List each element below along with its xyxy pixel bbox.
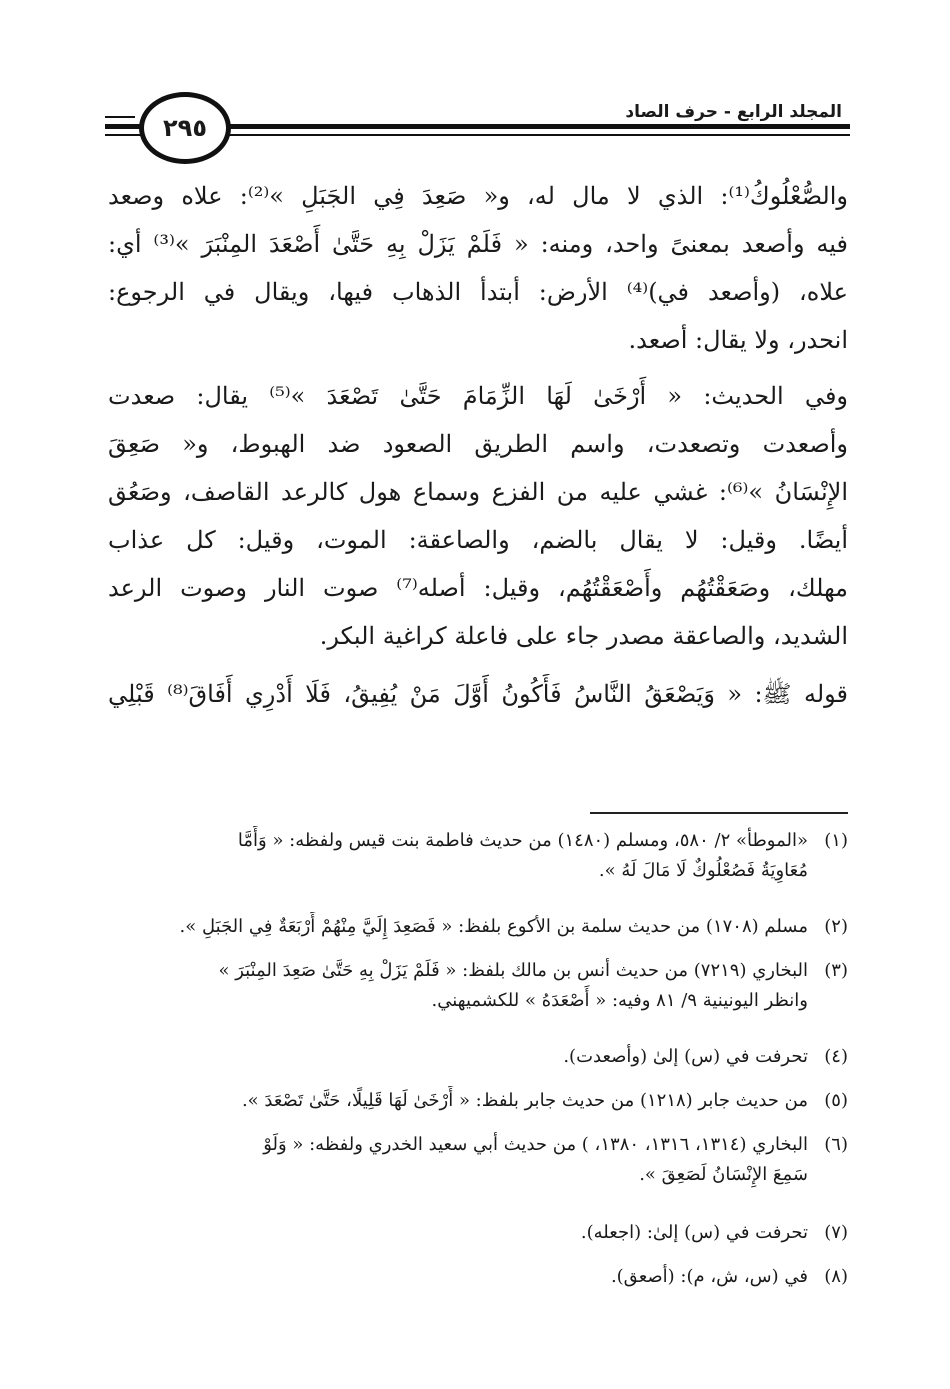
footnote-1	[103, 826, 848, 886]
text-line-11: قوله ﷺ: « وَيَصْعَقُ النَّاسُ فَأَكُونُ أَوَّلَ مَنْ يُفِيقُ، فَلَا أَدْرِي أَفَاقَ⁽⁸⁾ قَبْلِي	[108, 680, 848, 708]
footnote-continuation: مُعَاوِيَةُ فَصُعْلُوكٌ لَا مَالَ لَهُ ».	[598, 860, 808, 881]
header-title: المجلد الرابع - حرف الصاد	[617, 102, 850, 122]
header-rule-left-top	[105, 116, 135, 118]
page-header	[105, 88, 850, 158]
footnote-3	[103, 956, 848, 1016]
footnote-6	[103, 1130, 848, 1190]
footnote-text: تحرفت في (س) إلىٰ (وأصعدت).	[563, 1046, 808, 1067]
footnote-number: (٧)	[824, 1222, 848, 1243]
footnote-text: مسلم (١٧٠٨) من حديث سلمة بن الأكوع بلفظ: « فَصَعِدَ إِلَيَّ مِنْهُمْ أَرْبَعَةٌ فِي الجَبَلِ ».	[179, 916, 808, 937]
text-line-1: والصُّعْلُوكُ⁽¹⁾: الذي لا مال له، و« صَعِدَ فِي الجَبَلِ »⁽²⁾: علاه وصعد	[108, 182, 848, 210]
footnote-separator	[590, 812, 848, 814]
text-line-3: علاه، (وأصعد في)⁽⁴⁾ الأرض: أبتدأ الذهاب فيها، ويقال في الرجوع:	[108, 278, 848, 306]
text-line-9: مهلك، وصَعَقْتُهُم وأَصْعَقْتُهُم، وقيل: أصله⁽⁷⁾ صوت النار وصوت الرعد	[108, 574, 848, 602]
footnote-5	[103, 1086, 848, 1116]
footnote-7	[103, 1218, 848, 1248]
footnote-number: (٥)	[824, 1090, 848, 1111]
footnote-continuation: سَمِعَ الإِنْسَانُ لَصَعِقَ ».	[639, 1164, 808, 1185]
footnote-number: (٢)	[824, 916, 848, 937]
footnote-number: (٤)	[824, 1046, 848, 1067]
text-line-6: وأصعدت وتصعدت، واسم الطريق الصعود ضد الهبوط، و« صَعِقَ	[108, 430, 848, 458]
footnote-4	[103, 1042, 848, 1072]
footnote-8	[103, 1262, 848, 1292]
footnote-text: البخاري (١٣١٤، ١٣١٦، ١٣٨٠، ) من حديث أبي سعيد الخدري ولفظه: « وَلَوْ	[263, 1134, 808, 1155]
text-line-5: وفي الحديث: « أَرْخَىٰ لَهَا الزِّمَامَ حَتَّىٰ تَصْعَدَ »⁽⁵⁾ يقال: صعدت	[108, 382, 848, 410]
text-line-7: الإِنْسَانُ »⁽⁶⁾: غشي عليه من الفزع وسماع هول كالرعد القاصف، وصَعُق	[108, 478, 848, 506]
footnote-text: في (س، ش، م): (أصعق).	[610, 1266, 808, 1287]
page-number: ٢٩٥	[139, 92, 231, 164]
footnote-number: (١)	[824, 830, 848, 851]
footnote-text: «الموطأ» ٢/ ٥٨٠، ومسلم (١٤٨٠) من حديث فاطمة بنت قيس ولفظه: « وَأَمَّا	[237, 830, 808, 851]
text-line-10: الشديد، والصاعقة مصدر جاء على فاعلة كراغية البكر.	[319, 622, 848, 650]
footnote-number: (٨)	[824, 1266, 848, 1287]
footnote-number: (٦)	[824, 1134, 848, 1155]
footnote-continuation: وانظر اليونينية ٩/ ٨١ وفيه: « أَصْعَدَهُ » للكشميهني.	[431, 990, 808, 1011]
footnote-2	[103, 912, 848, 942]
footnote-text: تحرفت في (س) إلىٰ: (اجعله).	[580, 1222, 808, 1243]
text-line-4: انحدر، ولا يقال: أصعد.	[628, 326, 848, 354]
text-line-8: أيضًا. وقيل: لا يقال بالضم، والصاعقة: الموت، وقيل: كل عذاب	[108, 526, 848, 554]
footnote-text: من حديث جابر (١٢١٨) من حديث جابر بلفظ: « أَرْخَىٰ لَهَا قَلِيلًا، حَتَّىٰ تَصْعَدَ ».	[241, 1090, 808, 1111]
footnote-text: البخاري (٧٢١٩) من حديث أنس بن مالك بلفظ: « فَلَمْ يَزَلْ بِهِ حَتَّىٰ صَعِدَ المِنْبَرَ »	[218, 960, 808, 981]
footnote-number: (٣)	[824, 960, 848, 981]
text-line-2: فيه وأصعد بمعنىً واحد، ومنه: « فَلَمْ يَزَلْ بِهِ حَتَّىٰ أَصْعَدَ المِنْبَرَ »⁽³⁾ أي:	[108, 230, 848, 258]
